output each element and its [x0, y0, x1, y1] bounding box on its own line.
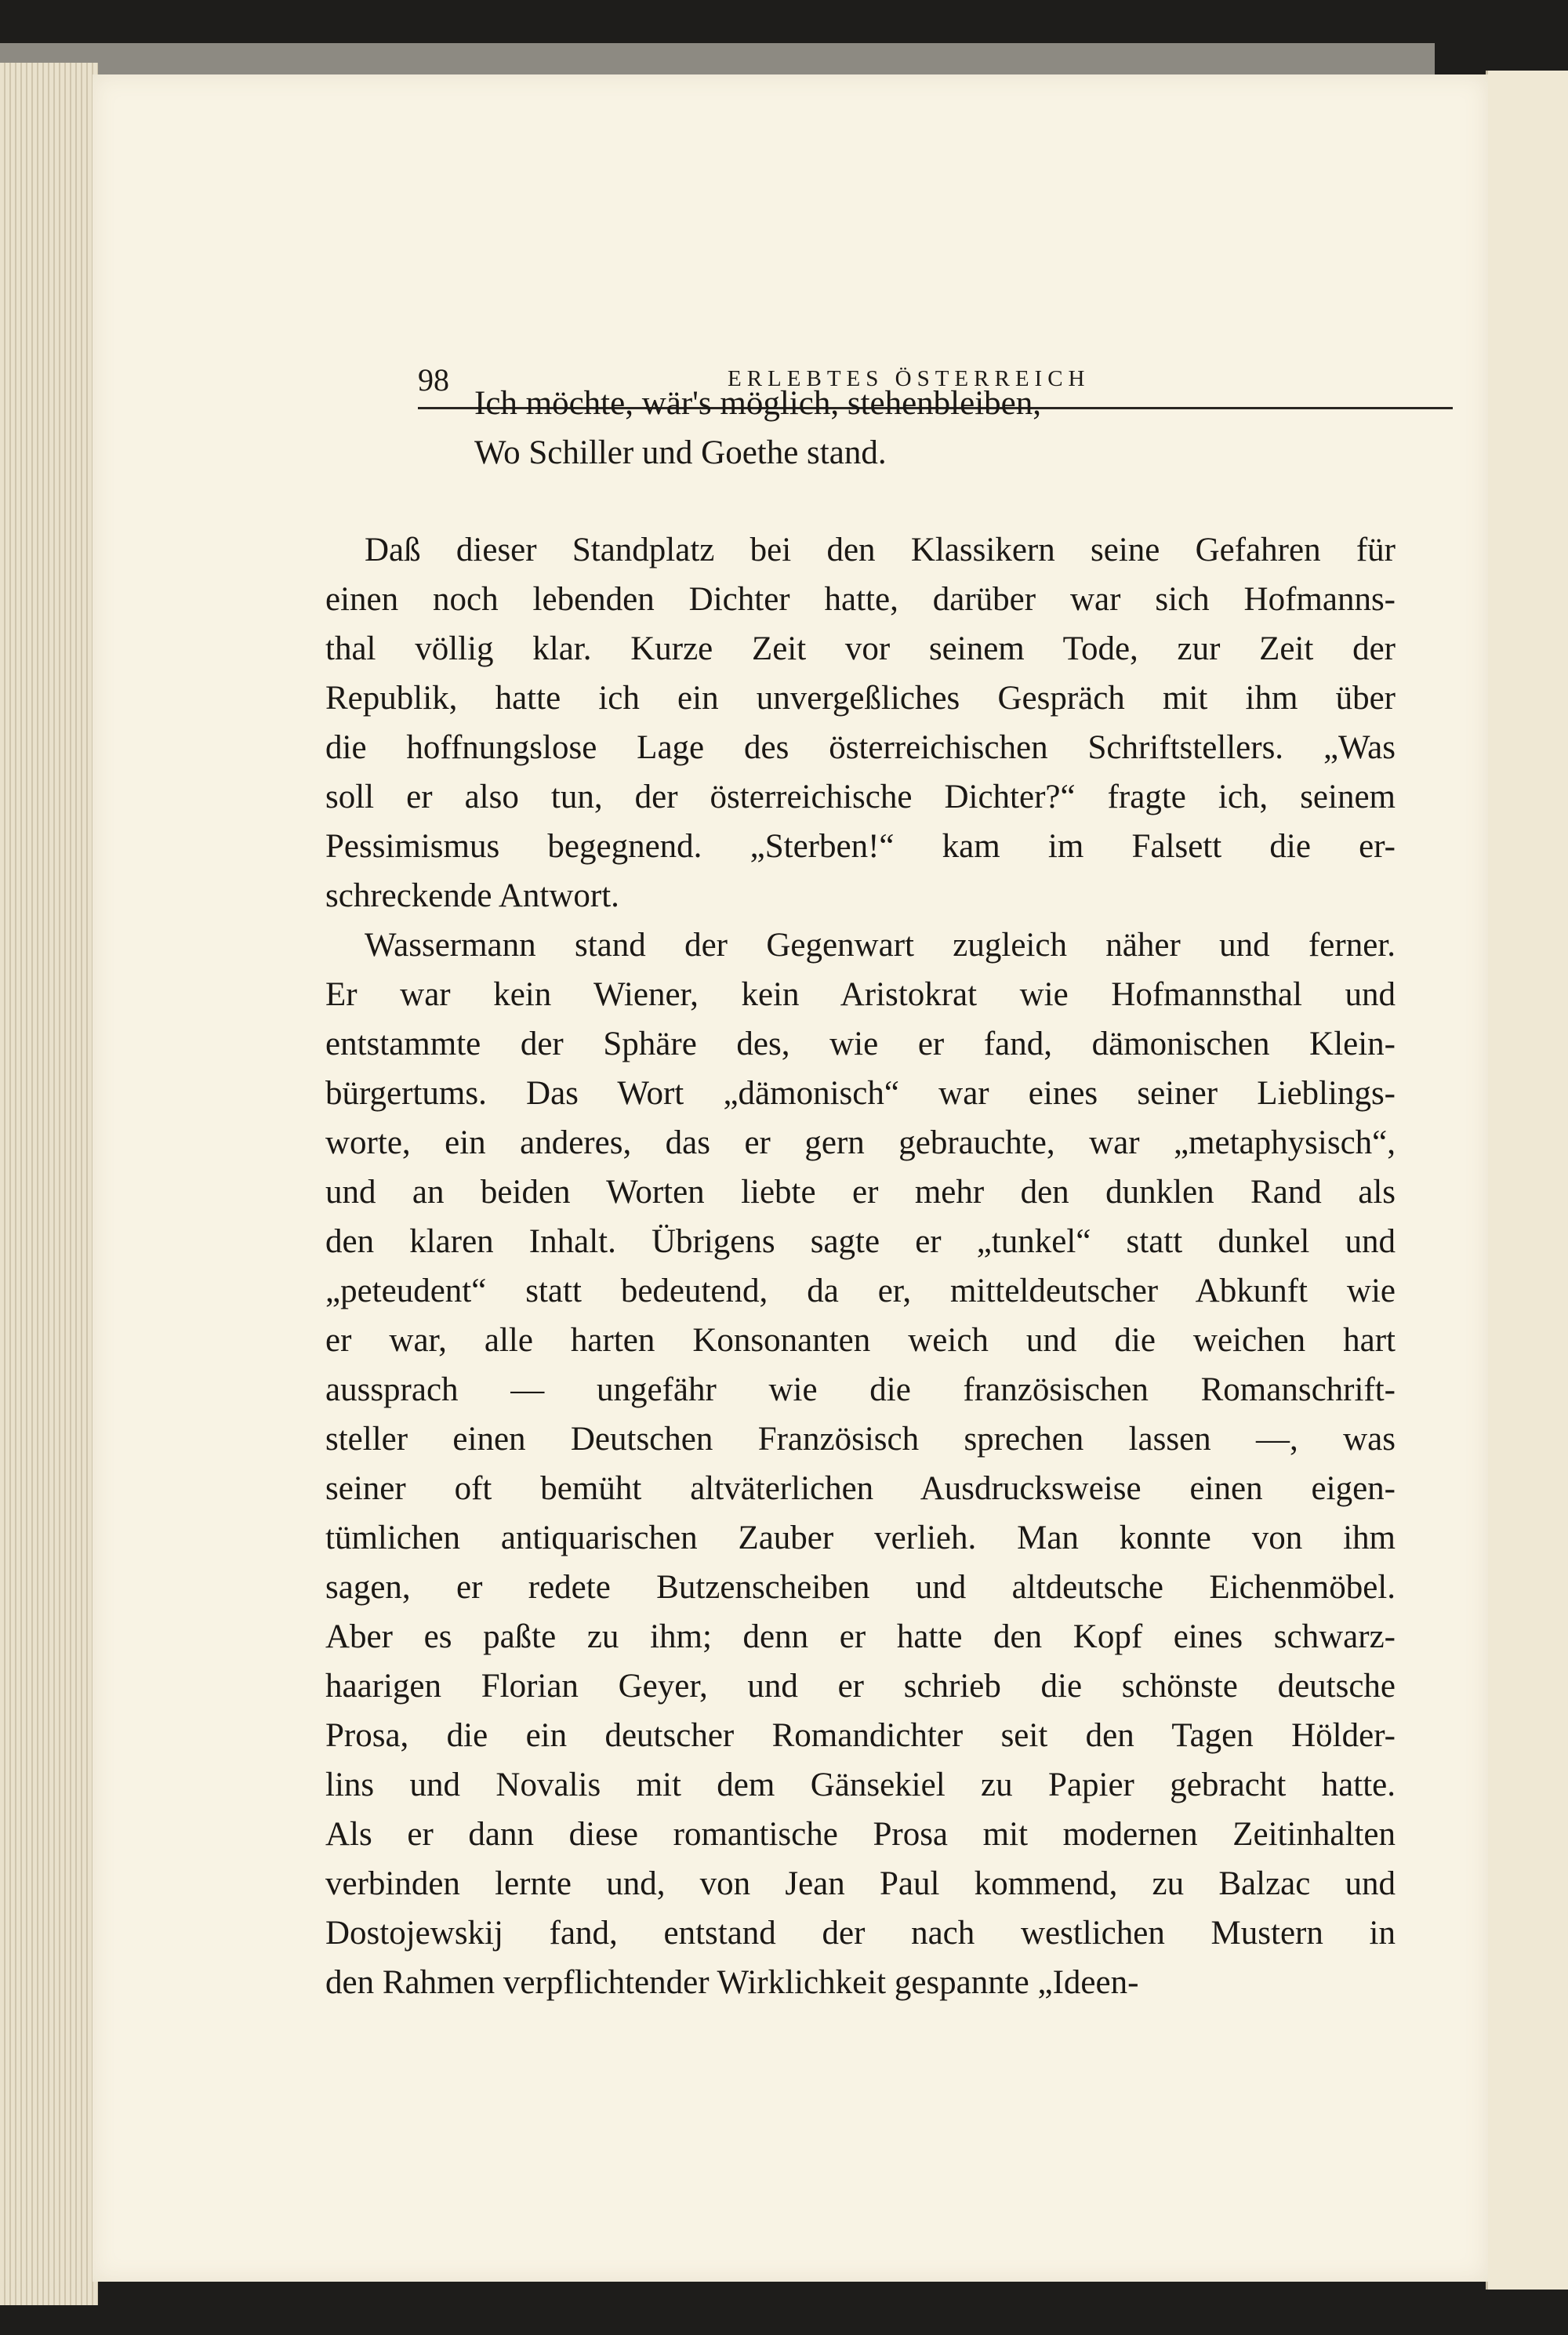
text-line: Daß dieser Standplatz bei den Klassikern seine Gefahren für — [365, 532, 1396, 568]
text-line: Pessimismus begegnend. „Sterben!“ kam im Falsett die er- — [325, 828, 1396, 865]
text-line: den klaren Inhalt. Übrigens sagte er „tunkel“ statt dunkel und — [325, 1223, 1396, 1260]
text-line: Prosa, die ein deutscher Romandichter seit den Tagen Hölder- — [325, 1717, 1396, 1754]
text-line: tümlichen antiquarischen Zauber verlieh. Man konnte von ihm — [325, 1520, 1396, 1556]
text-line: er war, alle harten Konsonanten weich und die weichen hart — [325, 1322, 1396, 1359]
text-line: thal völlig klar. Kurze Zeit vor seinem Tode, zur Zeit der — [325, 630, 1396, 667]
poem-line: Wo Schiller und Goethe stand. — [474, 434, 887, 471]
text-line: einen noch lebenden Dichter hatte, darüber war sich Hofmanns- — [325, 581, 1396, 618]
paragraph-2 — [325, 921, 1396, 2007]
text-line: steller einen Deutschen Französisch sprechen lassen —, was — [325, 1421, 1396, 1458]
text-line: sagen, er redete Butzenscheiben und altdeutsche Eichenmöbel. — [325, 1569, 1396, 1606]
text-line: „peteudent“ statt bedeutend, da er, mitteldeutscher Abkunft wie — [325, 1273, 1396, 1309]
text-line: Dostojewskij fand, entstand der nach westlichen Mustern in — [325, 1915, 1396, 1952]
text-line: verbinden lernte und, von Jean Paul kommend, zu Balzac und — [325, 1865, 1396, 1902]
paragraph-1 — [325, 525, 1396, 921]
book-top-edge — [0, 43, 1435, 74]
text-line: seiner oft bemüht altväterlichen Ausdrucksweise einen eigen- — [325, 1470, 1396, 1507]
text-line: Wassermann stand der Gegenwart zugleich näher und ferner. — [365, 927, 1396, 964]
text-line: aussprach — ungefähr wie die französischen Romanschrift- — [325, 1371, 1396, 1408]
page-stack-edges — [0, 63, 98, 2305]
text-line: Er war kein Wiener, kein Aristokrat wie Hofmannsthal und — [325, 976, 1396, 1013]
text-line: entstammte der Sphäre des, wie er fand, dämonischen Klein- — [325, 1026, 1396, 1062]
text-line: soll er also tun, der österreichische Dichter?“ fragte ich, seinem — [325, 779, 1396, 815]
text-line: lins und Novalis mit dem Gänsekiel zu Papier gebracht hatte. — [325, 1767, 1396, 1803]
facing-page-edge — [1486, 71, 1568, 2290]
text-line: und an beiden Worten liebte er mehr den dunklen Rand als — [325, 1174, 1396, 1211]
text-line: die hoffnungslose Lage des österreichischen Schriftstellers. „Was — [325, 729, 1396, 766]
text-line: haarigen Florian Geyer, und er schrieb die schönste deutsche — [325, 1668, 1396, 1705]
poem-line: Ich möchte, wär's möglich, stehenbleiben, — [474, 385, 1042, 422]
poem-quote — [325, 379, 1396, 478]
text-line: Republik, hatte ich ein unvergeßliches Gespräch mit ihm über — [325, 680, 1396, 717]
text-line: schreckende Antwort. — [325, 877, 619, 914]
text-line: den Rahmen verpflichtender Wirklichkeit gespannte „Ideen- — [325, 1964, 1139, 2001]
page-number: 98 — [418, 362, 449, 398]
text-line: Aber es paßte zu ihm; denn er hatte den Kopf eines schwarz- — [325, 1618, 1396, 1655]
text-line: worte, ein anderes, das er gern gebrauchte, war „metaphysisch“, — [325, 1124, 1396, 1161]
text-line: Als er dann diese romantische Prosa mit modernen Zeitinhalten — [325, 1816, 1396, 1853]
page-body-text — [325, 379, 1396, 2007]
text-line: bürgertums. Das Wort „dämonisch“ war eines seiner Lieblings- — [325, 1075, 1396, 1112]
running-head: ERLEBTES ÖSTERREICH — [728, 366, 1091, 391]
